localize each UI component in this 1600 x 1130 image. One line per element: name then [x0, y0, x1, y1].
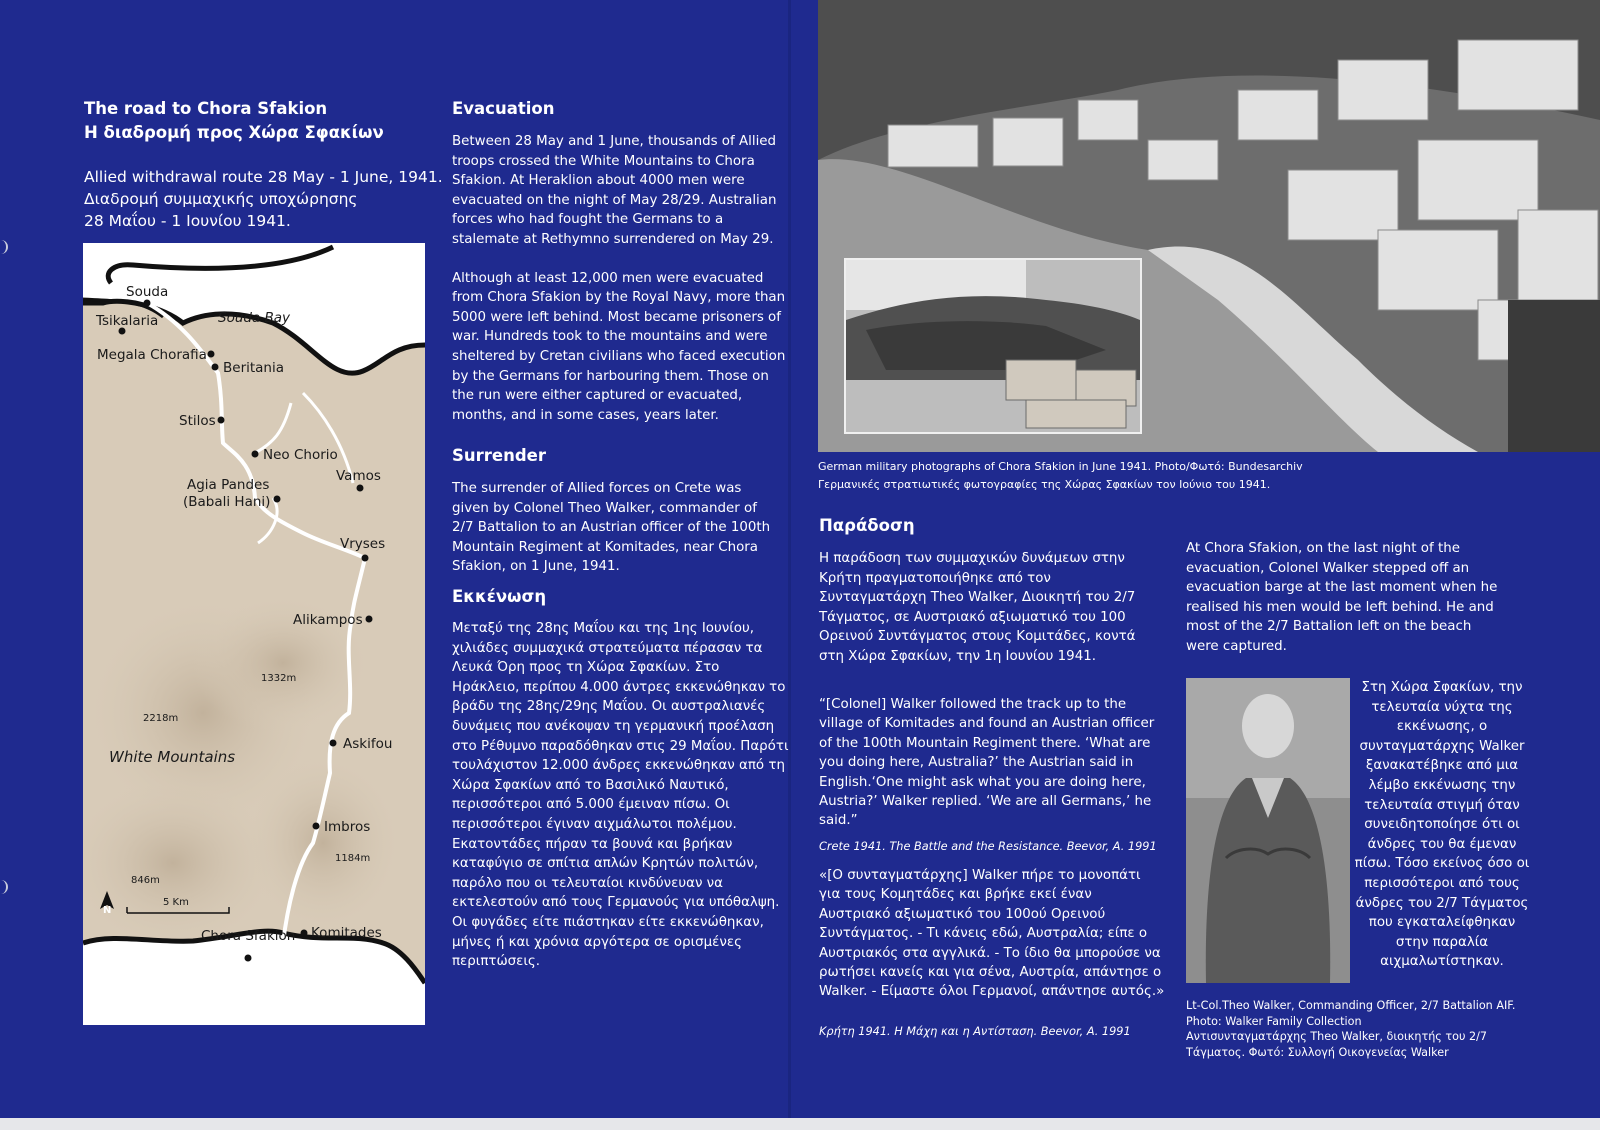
quote-citation-gr: Κρήτη 1941. Η Μάχη και η Αντίσταση. Beevor, A. 1991 — [819, 1025, 1131, 1038]
route-map — [83, 243, 425, 1025]
place-stilos: Stilos — [179, 413, 216, 429]
portrait-caption-3: Αντισυνταγματάρχης Theo Walker, διοικητής του 2/7 — [1186, 1030, 1488, 1044]
quote-en: “[Colonel] Walker followed the track up to the village of Komitades and found an Austrian officer of the 100th Mountain Regiment there. ‘What are you doing here, Australia?’ the Austrian said in English.‘One might ask what you are doing here, Austria?’ Walker replied. ‘We are all Germans,’ he said.” — [819, 697, 1155, 829]
evacuation-heading: Evacuation — [452, 99, 555, 118]
peak-2218: 2218m — [143, 713, 179, 724]
quote-citation-en: Crete 1941. The Battle and the Resistance. Beevor, A. 1991 — [819, 840, 1157, 853]
place-babali-hani: (Babali Hani) — [183, 494, 271, 510]
evacuation-text — [452, 132, 790, 425]
place-beritania: Beritania — [223, 360, 285, 376]
quote-gr: «[Ο συνταγματάρχης] Walker πήρε το μονοπάτι για τους Κομητάδες και βρήκε εκεί έναν Αυστριακό αξιωματικό του 100ού Ορεινού Συντάγματος. - Τι κάνεις εδώ, Αυστραλία; είπε ο Αυστριακός στα αγγλικά. - Το ίδιο θα μπορούσε να ρωτήσει κανείς και για σένα, Αυστρία, απάντησε ο Walker. - Είμαστε όλοι Γερμανοί, απάντησε αυτός.» — [819, 868, 1165, 1000]
binder-staple — [0, 240, 8, 254]
ekkenosi-heading: Εκκένωση — [452, 587, 547, 606]
place-alikampos: Alikampos — [293, 612, 363, 628]
peak-846: 846m — [131, 875, 160, 886]
scale-label: 5 Km — [163, 897, 189, 908]
photo-caption-gr: Γερμανικές στρατιωτικές φωτογραφίες της Χώρας Σφακίων τον Ιούνιο του 1941. — [818, 478, 1271, 491]
map-subtitle — [84, 166, 443, 232]
binder-staple — [0, 880, 8, 894]
surrender-text: The surrender of Allied forces on Crete was given by Colonel Theo Walker, commander of 2/7 Battalion to an Austrian officer of the 100th Mountain Regiment at Komitades, near Chora Sfakion, on 1 June, 1941. — [452, 481, 771, 575]
portrait-caption-2: Photo: Walker Family Collection — [1186, 1014, 1362, 1028]
portrait-caption — [1186, 998, 1516, 1060]
evacuation-p1: Between 28 May and 1 June, thousands of Allied troops crossed the White Mountains to Chora Sfakion. At Heraklion about 4000 men were evacuated on the night of May 28/29. Australian forces who had fought the Germans to a stalemate at Rethymno surrendered on May 29. — [452, 134, 777, 247]
evacuation-p2: Although at least 12,000 men were evacuated from Chora Sfakion by the Royal Navy, more than 5000 were left behind. Most became prisoners of war. Hundreds took to the mountains and were sheltered by Cretan civilians who faced execution by the Germans for harbouring them. Those on the run were either captured or evacuated, months, and in some cases, years later. — [452, 270, 786, 423]
map-title-en: The road to Chora Sfakion — [84, 99, 328, 118]
place-white-mountains: White Mountains — [109, 748, 236, 766]
map-subtitle-en: Allied withdrawal route 28 May - 1 June, 1941. — [84, 168, 443, 186]
walker-text-en: At Chora Sfakion, on the last night of the evacuation, Colonel Walker stepped off an evacuation barge at the last moment when he realised his men would be left behind. He and most of the 2/7 Battalion left on the beach were captured. — [1186, 541, 1498, 654]
place-souda: Souda — [126, 284, 169, 300]
place-souda-bay: Souda Bay — [218, 310, 291, 326]
place-imbros: Imbros — [324, 819, 371, 835]
photo-caption — [818, 458, 1578, 494]
ekkenosi-text: Μεταξύ της 28ης Μαΐου και της 1ης Ιουνίου, χιλιάδες συμμαχικά στρατεύματα πέρασαν τα Λευκά Όρη προς τη Χώρα Σφακίων. Στο Ηράκλειο, περίπου 4.000 άντρες εκκενώθηκαν το βράδυ της 28ης/29ης Μαΐου. Οι αυστραλιανές δυνάμεις που ανέκοψαν τη γερμανική προέλαση στο Ρέθυμνο παραδόθηκαν στις 29 Μαΐου. Παρότι τουλάχιστον 12.000 άνδρες εκκενώθηκαν από τη Χώρα Σφακίων από το Βασιλικό Ναυτικό, περισσότεροι από 5.000 έμειναν πίσω. Οι περισσότεροι έγιναν αιχμάλωτοι πολέμου. Εκατοντάδες πήραν τα βουνά και βρήκαν καταφύγιο σε σπίτια απλών Κρητών πολιτών, παρόλο που οι τελευταίοι κινδύνευαν να εκτελεστούν από τους Γερμανούς για υπόθαλψη. Οι φυγάδες είτε πιάστηκαν είτε εκκενώθηκαν, μήνες ή και χρόνια αργότερα σε ορισμένες περιπτώσεις. — [452, 621, 789, 970]
place-vryses: Vryses — [340, 536, 386, 552]
svg-text:N: N — [103, 905, 112, 916]
peak-1184: 1184m — [335, 853, 371, 864]
walker-portrait — [1186, 678, 1350, 983]
map-subtitle-gr-1: Διαδρομή συμμαχικής υποχώρησης — [84, 190, 358, 208]
place-askifou: Askifou — [343, 736, 393, 752]
map-title — [84, 97, 384, 145]
peak-1332: 1332m — [261, 673, 297, 684]
surrender-heading: Surrender — [452, 446, 546, 465]
place-chora-sfakion: Chora Sfakion — [201, 928, 296, 944]
map-subtitle-gr-2: 28 Μαΐου - 1 Ιουνίου 1941. — [84, 212, 291, 230]
portrait-caption-4: Τάγματος. Φωτό: Συλλογή Οικογενείας Walker — [1186, 1045, 1449, 1059]
map-title-gr: Η διαδρομή προς Χώρα Σφακίων — [84, 123, 384, 142]
photo-caption-en: German military photographs of Chora Sfakion in June 1941. Photo/Φωτό: Bundesarchiv — [818, 460, 1303, 473]
inset-photo — [844, 258, 1142, 434]
place-neo-chorio: Neo Chorio — [263, 447, 338, 463]
portrait-caption-1: Lt-Col.Theo Walker, Commanding Officer, 2/7 Battalion AIF. — [1186, 999, 1516, 1012]
page-edge — [0, 1118, 1600, 1130]
place-agia-pandes: Agia Pandes — [187, 477, 270, 493]
paradosi-heading: Παράδοση — [819, 516, 915, 535]
paradosi-text: Η παράδοση των συμμαχικών δυνάμεων στην Κρήτη πραγματοποιήθηκε από τον Συνταγματάρχη Theo Walker, Διοικητή του 2/7 Τάγματος, σε Αυστριακό αξιωματικό του 100 Ορεινού Συντάγματος στους Κομιτάδες, κοντά στη Χώρα Σφακίων, την 1η Ιουνίου 1941. — [819, 551, 1136, 664]
walker-text-gr: Στη Χώρα Σφακίων, την τελευταία νύχτα της εκκένωσης, ο συνταγματάρχης Walker ξανακατέβηκε από μια λέμβο εκκένωσης την τελευταία στιγμή όταν συνειδητοποίησε ότι οι άνδρες του θα έμεναν πίσω. Τόσο εκείνος όσο οι περισσότεροι από τους άνδρες του 2/7 Τάγματος που εγκαταλείφθηκαν στην παραλία αιχμαλωτίστηκαν. — [1354, 680, 1530, 970]
place-vamos: Vamos — [336, 468, 381, 484]
place-komitades: Komitades — [311, 925, 382, 941]
place-megala-chorafia: Megala Chorafia — [97, 347, 207, 363]
place-tsikalaria: Tsikalaria — [96, 313, 159, 329]
